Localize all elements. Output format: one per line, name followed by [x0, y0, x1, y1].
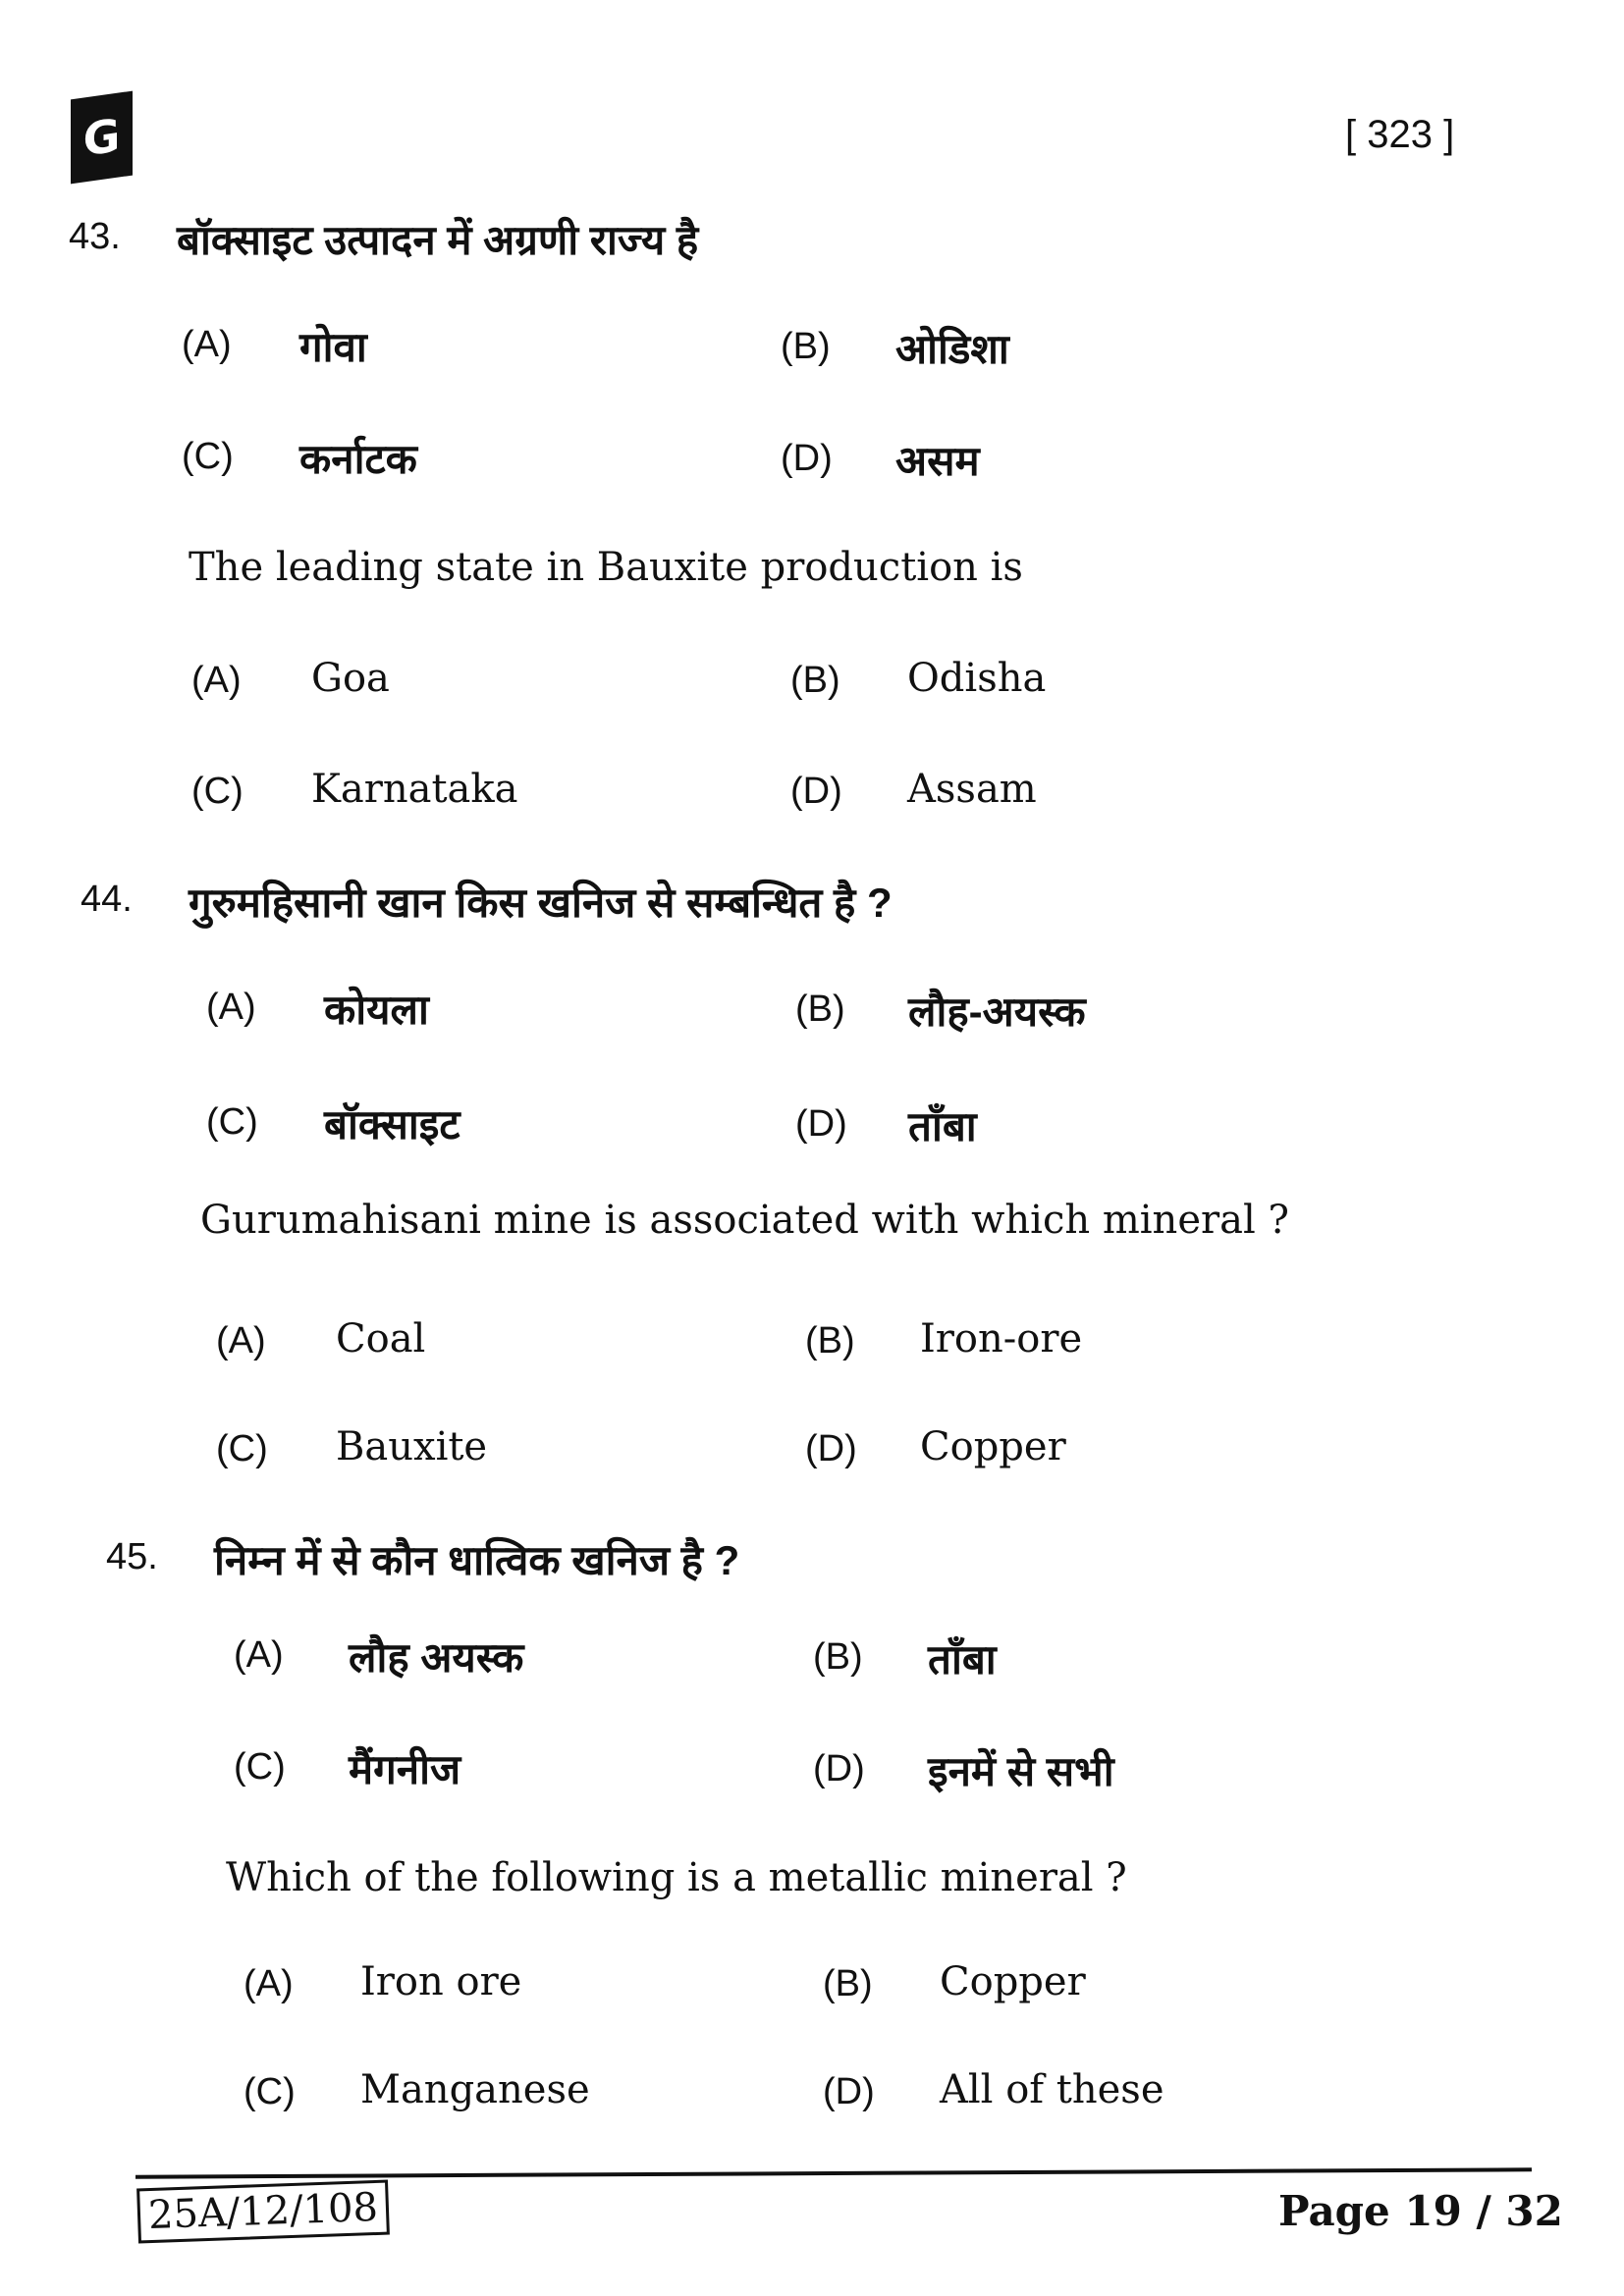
option-text-hindi: गोवा	[299, 324, 367, 370]
option-text-english: Coal	[336, 1316, 426, 1362]
paper-code: 25A/12/108	[136, 2180, 390, 2244]
option-label-english: (B)	[823, 1963, 873, 2004]
question-number: 45.	[106, 1536, 158, 1577]
option-text-hindi: बॉक्साइट	[324, 1101, 460, 1148]
option-label-hindi: (A)	[234, 1634, 284, 1676]
option-text-english: Copper	[940, 1959, 1086, 2004]
option-text-hindi: कोयला	[324, 987, 429, 1033]
option-text-hindi: लौह-अयस्क	[908, 988, 1086, 1035]
option-label-english: (A)	[216, 1320, 266, 1362]
question-text-english: The leading state in Bauxite production is	[189, 545, 1023, 590]
option-text-hindi: लौह अयस्क	[349, 1634, 524, 1681]
option-text-english: Iron-ore	[920, 1316, 1083, 1362]
option-text-hindi: ताँबा	[928, 1636, 997, 1682]
option-label-english: (D)	[823, 2071, 875, 2112]
question-number: 43.	[69, 216, 121, 257]
option-label-english: (B)	[805, 1320, 855, 1362]
option-text-hindi: इनमें से सभी	[928, 1748, 1114, 1794]
option-text-english: Odisha	[907, 656, 1047, 701]
option-text-english: Karnataka	[311, 767, 518, 812]
set-code-badge: G	[71, 91, 133, 185]
option-label-hindi: (B)	[795, 988, 845, 1030]
option-label-hindi: (D)	[795, 1103, 847, 1145]
option-text-hindi: ताँबा	[908, 1103, 977, 1149]
option-label-english: (A)	[191, 660, 242, 701]
option-text-english: All of these	[940, 2067, 1164, 2112]
question-text-english: Gurumahisani mine is associated with which mineral ?	[200, 1198, 1289, 1243]
option-label-english: (D)	[790, 771, 842, 812]
option-text-hindi: कर्नाटक	[299, 436, 417, 482]
option-label-hindi: (B)	[813, 1636, 863, 1678]
option-label-hindi: (A)	[182, 324, 232, 365]
option-text-english: Copper	[920, 1424, 1066, 1469]
option-label-hindi: (A)	[206, 987, 256, 1028]
option-label-english: (D)	[805, 1428, 857, 1469]
option-text-english: Assam	[907, 767, 1037, 812]
option-label-english: (A)	[244, 1963, 294, 2004]
page-bracket-number: [ 323 ]	[1345, 113, 1455, 156]
option-label-hindi: (D)	[781, 438, 833, 479]
option-text-english: Iron ore	[360, 1959, 522, 2004]
option-label-english: (C)	[216, 1428, 268, 1469]
question-text-hindi: गुरुमहिसानी खान किस खनिज से सम्बन्धित है ?	[189, 880, 893, 926]
footer-divider	[135, 2167, 1532, 2178]
option-text-english: Manganese	[360, 2067, 590, 2112]
option-label-english: (C)	[244, 2071, 296, 2112]
option-text-english: Goa	[311, 656, 390, 701]
option-label-english: (B)	[790, 660, 840, 701]
option-label-hindi: (D)	[813, 1748, 865, 1789]
question-text-hindi: बॉक्साइट उत्पादन में अग्रणी राज्य है	[177, 217, 699, 263]
option-text-english: Bauxite	[336, 1424, 488, 1469]
option-label-hindi: (C)	[206, 1101, 258, 1143]
option-text-hindi: ओडिशा	[895, 326, 1009, 372]
question-text-english: Which of the following is a metallic mineral ?	[226, 1855, 1127, 1900]
option-text-hindi: मैंगनीज	[349, 1746, 461, 1792]
option-label-english: (C)	[191, 771, 244, 812]
option-label-hindi: (C)	[234, 1746, 286, 1788]
question-text-hindi: निम्न में से कौन धात्विक खनिज है ?	[214, 1537, 740, 1583]
option-text-hindi: असम	[895, 438, 980, 484]
page-indicator: Page 19 / 32	[1278, 2187, 1563, 2235]
question-number: 44.	[81, 879, 133, 920]
option-label-hindi: (C)	[182, 436, 234, 477]
option-label-hindi: (B)	[781, 326, 831, 367]
